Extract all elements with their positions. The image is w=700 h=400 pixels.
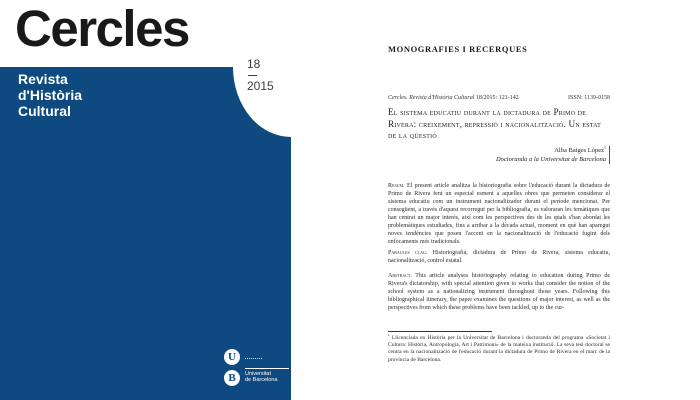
issue-block xyxy=(247,58,274,93)
author-block xyxy=(496,146,610,164)
ub-logo-divider xyxy=(245,368,289,369)
abstract-paragraph xyxy=(388,272,610,312)
author-footnote-mark: 1 xyxy=(604,145,606,150)
section-header: MONOGRAFIES I RECERQUES xyxy=(388,44,528,54)
keywords-paragraph xyxy=(388,249,610,265)
keywords-text: Historiografia, dictadura de Primo de Rivera, sistema educatiu, nacionalització, control estatal. xyxy=(388,250,611,264)
journal-meta-line xyxy=(388,95,610,101)
ub-logo-name xyxy=(245,371,277,383)
ub-logo-letter-u: U xyxy=(224,349,240,365)
journal-citation-ref: 18/2015: 121-142 xyxy=(475,95,519,101)
journal-subtitle-line2: d'Història xyxy=(18,87,83,103)
resum-label: Resum. xyxy=(388,183,405,189)
ub-logo-letter-b: B xyxy=(224,370,240,386)
resum-text: El present article analitza la historiografia sobre l'educació durant la dictadura de Primo de Rivera fent un especial esment a aquelles obres que permeten considerar el sistema educatiu com un instrument nacionalitzador durant el període mencionat. Per consegüent, a través d'aquest recorregut per la bibliografia, es valoraran les temàtiques que han centrat un major interès, així com les perspectives des de les quals s'han abordat les problemàtiques estudiades, fins a arribar a la dècada actual, moment en què han aparegut noves tendències que posen l'accent en la nacionalització de l'educació fugint dels enfocaments més tradicionals. xyxy=(388,183,610,245)
issue-year: 2015 xyxy=(247,79,274,93)
footnote xyxy=(388,335,610,364)
journal-title: Cercles xyxy=(15,0,189,57)
author-name: Alba Baiges López$^1$ xyxy=(554,145,606,154)
issue-number: 18 xyxy=(247,57,261,71)
footnote-rule xyxy=(388,331,492,332)
resum-paragraph xyxy=(388,182,610,246)
journal-citation xyxy=(388,95,519,101)
abstract-text: This article analyses historiography relating to education during Primo de Rivera's dictatorship, with special attention given to works that consider the notion of the school system as a nationalizing instrument throughout those years. Following this bibliographical itinerary, the paper examines the questions of major interest, as well as the perspectives from which these problems have been tackled, up to the cur- xyxy=(388,273,610,311)
article-title: El sistema educatiu durant la dictadura de Primo de Rivera: creixement, repressió i nacionalització. Un estat de la qüestió xyxy=(388,107,601,140)
ub-logo-name-line1: Universitat xyxy=(245,371,271,377)
keywords-label: Paraules clau. xyxy=(388,250,428,256)
ub-logo-small-text xyxy=(245,355,262,359)
journal-subtitle-line1: Revista xyxy=(18,71,68,87)
article-page xyxy=(388,0,610,400)
journal-subtitle-line3: Cultural xyxy=(18,103,71,119)
abstract-label: Abstract. xyxy=(388,273,412,279)
ub-logo-name-line2: de Barcelona xyxy=(245,377,278,383)
journal-subtitle xyxy=(18,71,82,119)
author-affiliation: Doctoranda a la Universitat de Barcelona xyxy=(495,156,606,163)
footnote-mark: 1 xyxy=(388,333,390,338)
journal-citation-name: Cercles. Revista d'Història Cultural xyxy=(388,95,475,101)
issn: ISSN: 1139-0158 xyxy=(568,95,610,101)
footnote-text: Llicenciada en Història per la Universitat de Barcelona i doctoranda del programa «Societat i Cultura: Història, Antropologia, Art i Patrimoni» de la mateixa institució. La seva tesi doctoral se centra en la nacionalització de l'educació durant la dictadura de Primo de Rivera en el marc de la província de Barcelona. xyxy=(388,335,610,363)
issue-dash xyxy=(248,75,257,76)
